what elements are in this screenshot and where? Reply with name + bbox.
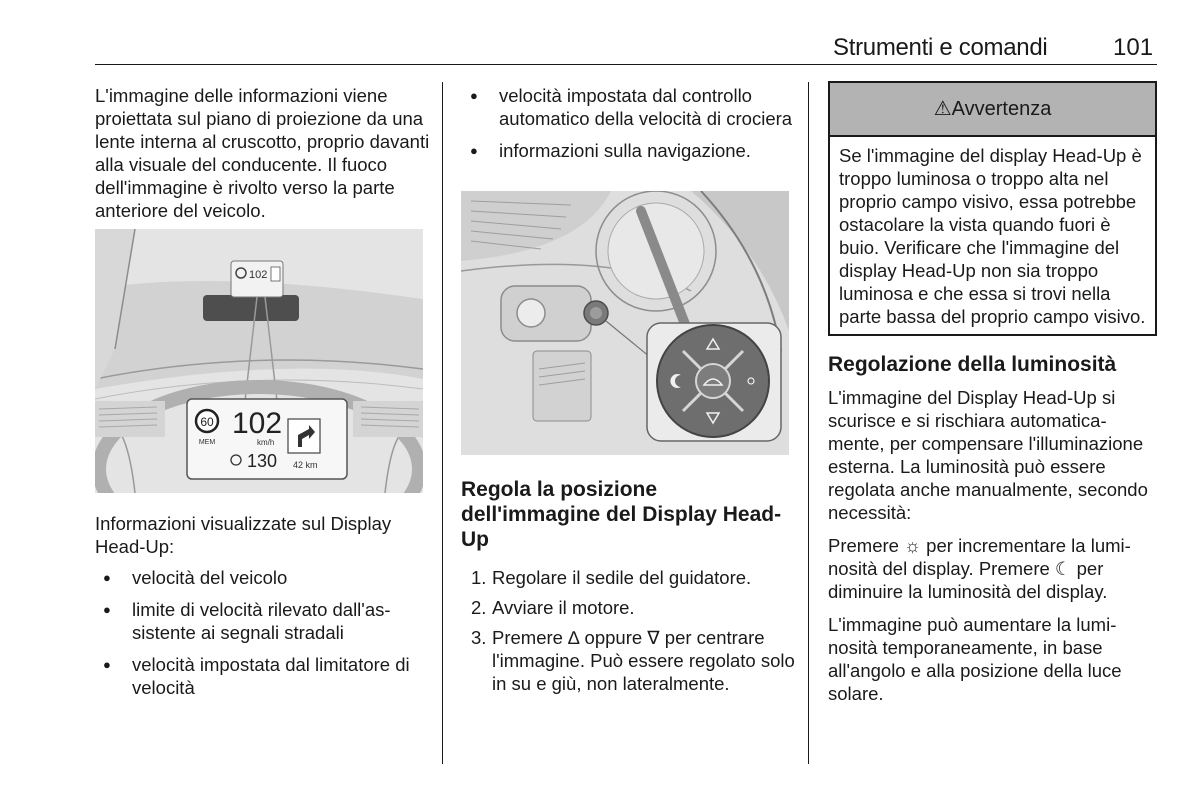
list-item: ● informazioni sulla navigazione. xyxy=(462,139,797,162)
column-2-lower xyxy=(461,477,796,702)
column-1 xyxy=(95,84,430,232)
moon-icon: ☾ xyxy=(1054,558,1072,579)
brightness-paragraph-2 xyxy=(828,534,1157,603)
list-item: ● velocità impostata dal controllo automatico della velocità di crociera xyxy=(462,84,797,130)
hud-dashboard-illustration xyxy=(95,229,423,493)
step-text: Regolare il sedile del guidatore. xyxy=(492,567,752,588)
intro-paragraph: L'immagine delle informazioni viene proiettata sul piano di proiezione da una lente interna al cruscotto, proprio davanti alla visuale del conducente. Il fuoco dell'immagine è rivolto verso la parte anteriore del veicolo. xyxy=(95,85,430,221)
warning-header xyxy=(830,83,1155,137)
list-item: ● velocità impostata dal limitatore di velocità xyxy=(95,653,430,699)
page-header-title: Strumenti e comandi xyxy=(833,34,1048,61)
page-number: 101 xyxy=(1113,34,1154,61)
column-3 xyxy=(828,81,1157,715)
step-text: Avviare il motore. xyxy=(492,597,635,618)
step-number: 3. xyxy=(471,627,487,648)
hud-control-figure xyxy=(461,191,789,455)
hud-control-illustration xyxy=(461,191,789,455)
warning-triangle-icon: ⚠ xyxy=(933,97,952,120)
hud-info-list-continued xyxy=(462,84,797,162)
column-1-lower xyxy=(95,512,430,708)
hud-caption: Informazioni visualizzate sul Display Head-Up: xyxy=(95,513,392,557)
sun-icon: ☼ xyxy=(904,535,922,556)
step-text: Premere ∆ oppure ∇ per centrare l'immagine. Può essere regolato solo in su e giù, non lateralmente. xyxy=(492,627,795,694)
hud-dashboard-figure xyxy=(95,229,423,493)
step-number: 1. xyxy=(471,567,487,588)
hud-distance: 42 km xyxy=(293,460,318,470)
brightness-text-a: Premere xyxy=(828,535,905,556)
hud-set-speed: 130 xyxy=(247,451,278,471)
hud-speed-unit: km/h xyxy=(257,438,275,447)
position-steps-list xyxy=(461,566,796,695)
hud-speed-limit: 60 xyxy=(200,415,214,429)
column-divider-2 xyxy=(808,82,809,764)
list-item xyxy=(461,566,796,589)
warning-box xyxy=(828,81,1157,336)
brightness-text-c: per diminuire la luminosità del display. xyxy=(828,558,1108,602)
warning-title: Avvertenza xyxy=(951,97,1052,120)
brightness-text-b: per incrementare la luminosità del display. Premere xyxy=(828,535,1131,579)
section-heading-brightness: Regolazione della luminosità xyxy=(828,353,1117,376)
warning-text: Se l'immagine del display Head-Up è troppo luminosa o troppo alta nel proprio campo visivo, essa potrebbe ostacolare la vista quando fuori è buio. Verificare che l'immagine del display Head-Up non sia troppo luminosa e che essa si trovi nella parte bassa del proprio campo visivo. xyxy=(839,145,1146,327)
list-item xyxy=(461,596,796,619)
brightness-paragraph-1: L'immagine del Display Head-Up si scurisce e si rischiara automaticamente, per compensare l'illuminazione esterna. La luminosità può essere regolata anche manualmente, secondo necessità: xyxy=(828,387,1148,523)
step-number: 2. xyxy=(471,597,487,618)
column-divider-1 xyxy=(442,82,443,764)
hud-info-list xyxy=(95,566,430,699)
hud-small-speed: 102 xyxy=(249,269,268,281)
column-2 xyxy=(462,84,797,171)
header-rule xyxy=(95,64,1157,65)
brightness-paragraph-3: L'immagine può aumentare la luminosità temporaneamente, in base all'angolo e alla posizione della luce solare. xyxy=(828,614,1122,704)
list-item xyxy=(461,626,796,695)
hud-mem-label: MEM xyxy=(198,439,216,446)
hud-speed: 102 xyxy=(232,407,283,440)
list-item: ● velocità del veicolo xyxy=(95,566,430,589)
section-heading-position: Regola la posizione dell'immagine del Display Head-Up xyxy=(461,478,782,551)
list-item: ● limite di velocità rilevato dall'assistente ai segnali stradali xyxy=(95,598,430,644)
